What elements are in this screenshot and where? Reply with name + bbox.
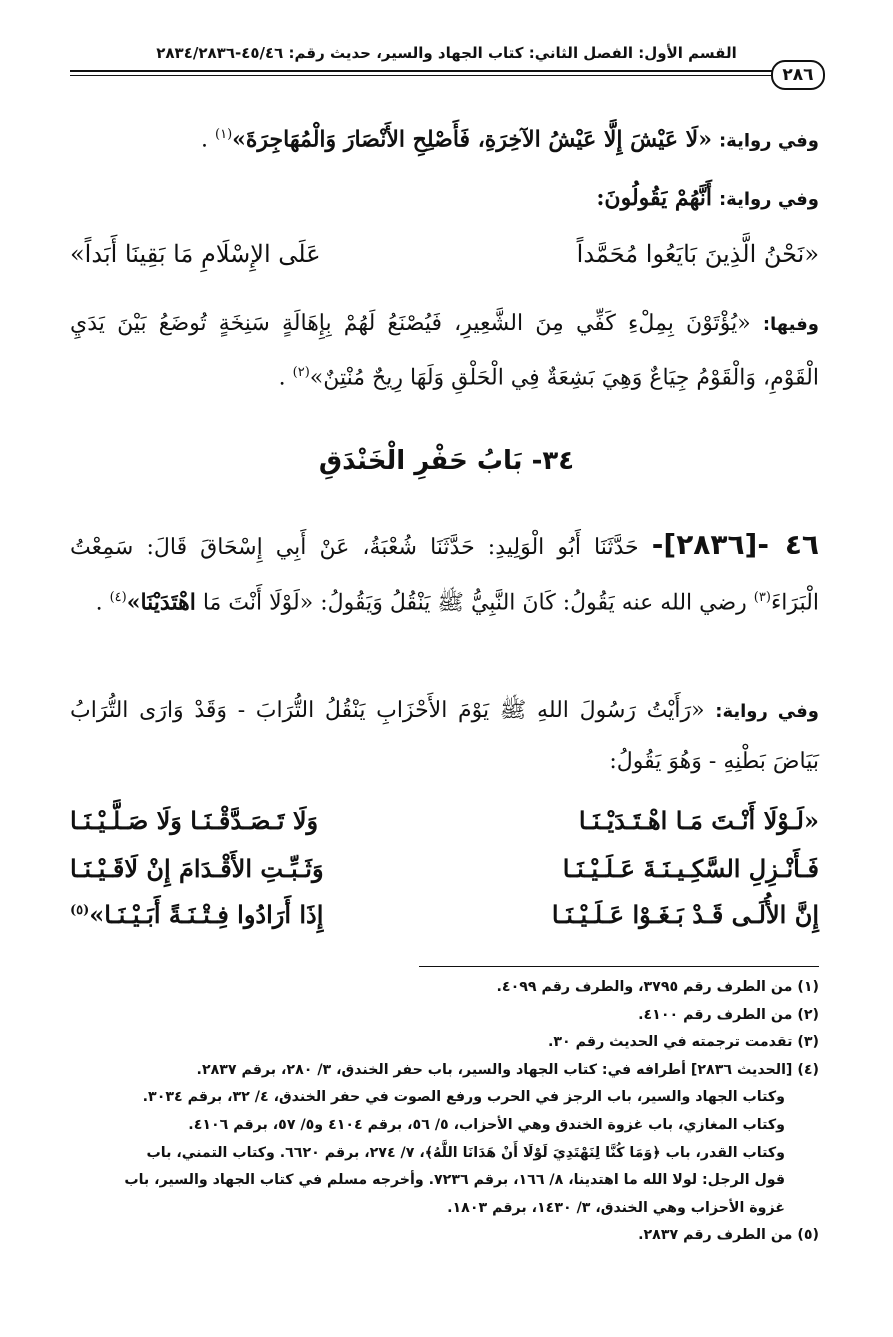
footnote-ref: (٥) <box>70 903 90 918</box>
footnote-4-continuation: قول الرجل: لولا الله ما اهتدينا، ٨/ ١٦٦، برقم ٧٢٣٦. وأخرجه مسلم في كتاب الجهاد والسير، باب <box>124 1172 785 1189</box>
paragraph-riwaya-2 <box>70 176 819 222</box>
text-line: التُّرَابُ بَيَاضَ بَطْنِهِ - وَهُوَ يَقُولُ: <box>70 698 819 774</box>
footnote-4: (٤) [الحديث ٢٨٣٦] أطرافه في: كتاب الجهاد والسير، باب حفر الخندق، ٣/ ٢٨٠، برقم ٢٨٣٧. <box>196 1061 819 1078</box>
verse-line <box>70 806 819 846</box>
header-rule <box>70 70 773 76</box>
footnote-4-continuation: وكتاب الجهاد والسير، باب الرجز في الحرب ورفع الصوت في حفر الخندق، ٤/ ٣٢، برقم ٣٠٣٤. <box>142 1089 785 1106</box>
running-header: القسم الأول: الفصل الثاني: كتاب الجهاد والسير، حديث رقم: ٤٥/٤٦-٢٨٣٤/٢٨٣٦ <box>156 44 737 62</box>
text-line: حَدَّثَنَا أَبُو الْوَلِيدِ: حَدَّثَنَا شُعْبَةُ، عَنْ أَبِي إِسْحَاقَ قَالَ: <box>146 535 639 560</box>
footnote-ref: (٣) <box>753 590 771 605</box>
page-number: ٢٨٦ <box>771 60 825 90</box>
text-line: يَدَيِ الْقَوْمِ، وَالْقَوْمُ جِيَاعٌ وَهِيَ بَشِعَةٌ فِي الْحَلْقِ وَلَهَا رِيحٌ مُنْتِنٌ» <box>70 311 819 391</box>
verse-hemistich-right: إِنَّ الأُلَـى قَـدْ بَـغَـوْا عَـلَـيْـنَـا <box>551 900 819 929</box>
footnote-4-continuation: وكتاب المغازي، باب غزوة الخندق وهي الأحزاب، ٥/ ٥٦، برقم ٤١٠٤ و٥/ ٥٧، برقم ٤١٠٦. <box>188 1116 785 1133</box>
quote-text: أَنَّهُمْ يَقُولُونَ: <box>596 185 712 211</box>
paragraph-riwaya-1: وفي رواية: «لَا عَيْشَ إِلَّا عَيْشُ الآخِرَةِ، فَأَصْلِحِ الأَنْصَارَ وَالْمُهَاجِرَةَ»$^{(١)}$ . <box>201 126 819 153</box>
verse-hemistich-right: فَـأَنْـزِلِ السَّكِـيـنَـةَ عَـلَـيْـنَـا <box>562 854 819 883</box>
footnote-1: (١) من الطرف رقم ٣٧٩٥، والطرف رقم ٤٠٩٩. <box>496 979 819 995</box>
footnote-ref: (٤) <box>109 590 127 605</box>
verse-line <box>70 240 819 280</box>
quote-text: «لَا عَيْشَ إِلَّا عَيْشُ الآخِرَةِ، فَأَصْلِحِ الأَنْصَارَ وَالْمُهَاجِرَةَ» <box>232 126 712 153</box>
verse-line <box>70 854 819 894</box>
verse-hemistich-left: عَلَى الإِسْلَامِ مَا بَقِينَا أَبَداً» <box>70 240 321 268</box>
footnote-4-continuation: وكتاب القدر، باب ﴿وَمَا كُنَّا لِنَهْتَدِيَ لَوْلَا أَنْ هَدَانَا اللَّهُ﴾، ٧/ ٢٧٤، برقم ٦٦٢٠. وكتاب التمني، باب <box>146 1144 785 1161</box>
fiha-label: وفيها: <box>762 314 819 335</box>
quote-text: اهْتَدَيْنَا» <box>126 589 196 616</box>
footnote-ref: (٢) <box>292 365 310 380</box>
verse-hemistich-right: «لَـوْلَا أَنْـتَ مَـا اهْـتَـدَيْـنَـا <box>578 806 819 835</box>
text-line: «رَأَيْتُ رَسُولَ اللهِ ﷺ يَوْمَ الأَحْزَابِ يَنْقُلُ التُّرَابَ - وَقَدْ وَارَى <box>139 698 705 723</box>
text-line: «يُؤْتَوْنَ بِمِلْءِ كَفِّي مِنَ الشَّعِيرِ، فَيُصْنَعُ لَهُمْ بِإِهَالَةٍ سَنِخَةٍ تُوضَعُ بَيْنَ <box>117 311 751 336</box>
verse-hemistich-left: وَثَـبِّـتِ الأَقْـدَامَ إِنْ لَاقَـيْـنَـا <box>70 854 324 883</box>
text-line: رضي الله عنه يَقُولُ: كَانَ النَّبِيُّ ﷺ يَنْقُلُ وَيَقُولُ: «لَوْلَا أَنْتَ مَا <box>202 590 747 616</box>
footnote-5: (٥) من الطرف رقم ٢٨٣٧. <box>638 1227 819 1244</box>
hadith-paragraph: ٤٦ -[٢٨٣٦]- حَدَّثَنَا أَبُو الْوَلِيدِ: حَدَّثَنَا شُعْبَةُ، عَنْ أَبِي إِسْحَاقَ قَالَ: سَمِعْتُ الْبَرَاءَ$^{(٣)}$ رضي الله عنه يَقُولُ: كَانَ النَّبِيُّ ﷺ يَنْقُلُ وَيَقُولُ: «لَوْلَا أَنْتَ مَا اهْتَدَيْنَا»$^{(٤)}$ . <box>70 528 819 616</box>
verse-text: إِذَا أَرَادُوا فِـتْـنَـةً أَبَـيْـنَـا» <box>89 900 324 929</box>
verse-line <box>70 900 819 940</box>
footnotes <box>70 974 819 1250</box>
footnote-3: (٣) تقدمت ترجمته في الحديث رقم ٣٠. <box>548 1034 819 1051</box>
verse-hemistich-left <box>70 900 323 940</box>
paragraph-riwaya-3 <box>70 686 819 787</box>
chapter-heading: ٣٤- بَابُ حَفْرِ الْخَنْدَقِ <box>318 446 575 476</box>
footnote-separator <box>419 966 819 967</box>
text-line: سَمِعْتُ الْبَرَاءَ <box>70 535 819 616</box>
footnote-ref: (١) <box>215 127 233 142</box>
footnote-2: (٢) من الطرف رقم ٤١٠٠. <box>638 1006 819 1023</box>
hadith-number: ٤٦ -[٢٨٣٦]- <box>651 528 819 561</box>
verse-hemistich-right: «نَحْنُ الَّذِينَ بَايَعُوا مُحَمَّداً <box>576 240 819 268</box>
riwaya-label: وفي رواية: <box>718 189 819 210</box>
riwaya-label: وفي رواية: <box>718 130 819 152</box>
footnote-4-continuation: غزوة الأحزاب وهي الخندق، ٣/ ١٤٣٠، برقم ١٨٠٣. <box>447 1199 785 1216</box>
paragraph-fiha: وفيها: «يُؤْتَوْنَ بِمِلْءِ كَفِّي مِنَ الشَّعِيرِ، فَيُصْنَعُ لَهُمْ بِإِهَالَةٍ سَنِخَةٍ تُوضَعُ بَيْنَ يَدَيِ الْقَوْمِ، وَالْقَوْمُ جِيَاعٌ وَهِيَ بَشِعَةٌ فِي الْحَلْقِ وَلَهَا رِيحٌ مُنْتِنٌ»$^{(٢)}$ . <box>70 311 819 391</box>
riwaya-label: وفي رواية: <box>715 701 819 722</box>
verse-hemistich-left: وَلَا تَـصَـدَّقْـنَـا وَلَا صَـلَّـيْـنَـا <box>70 806 319 835</box>
